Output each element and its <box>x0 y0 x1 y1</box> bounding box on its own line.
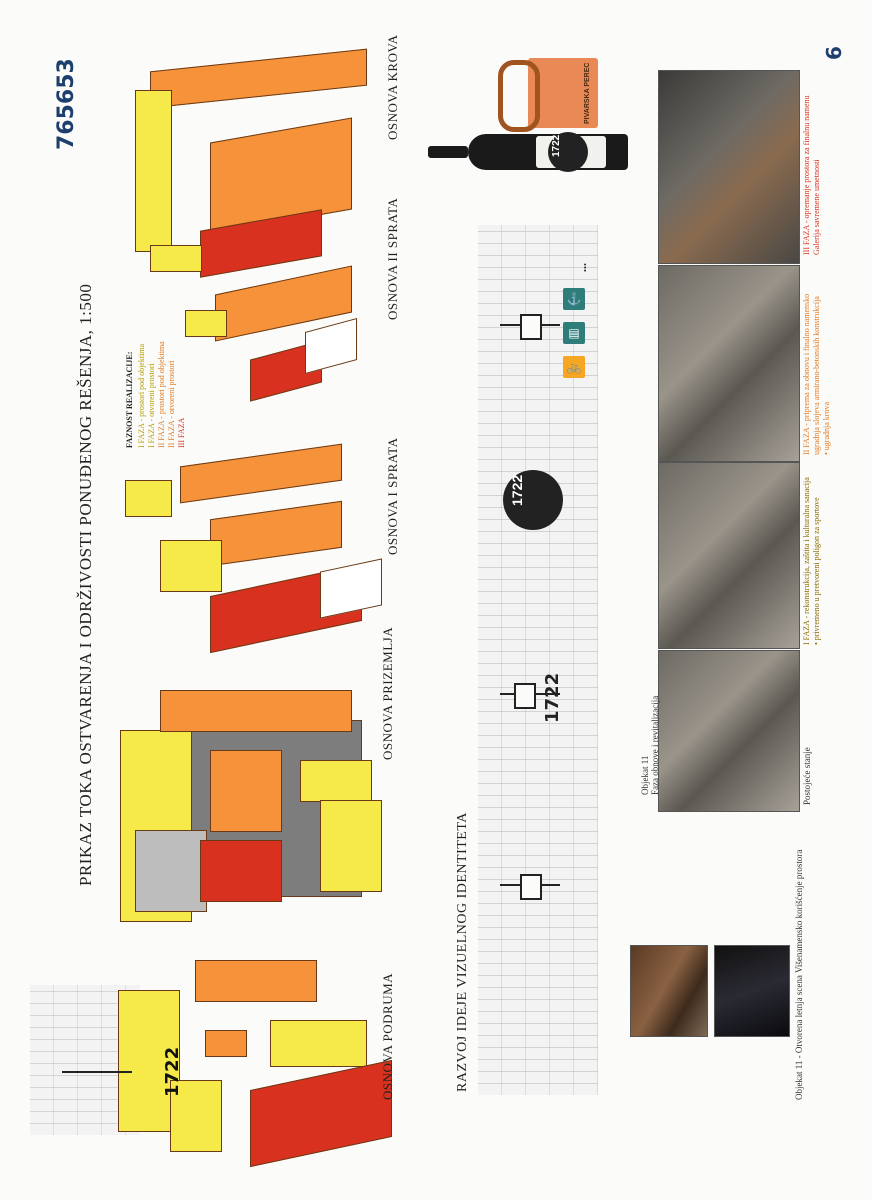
ground-north-wing <box>160 690 352 732</box>
ff-white <box>320 558 382 618</box>
caption-phase2: II FAZA - priprema za obnovu i finalno namensko ugradnja slojeva armirano-betonskih konstrukcija • ugradnja krova <box>802 293 831 455</box>
ff-mid-yellow <box>160 540 222 592</box>
sf-yellow <box>185 310 227 337</box>
caption-object-11: Objekat 11 Faza obnove i revitalizacija <box>640 695 660 795</box>
brand-logo-basement <box>62 1045 183 1100</box>
identity-logo-3 <box>500 300 560 350</box>
photo-night-projection <box>714 945 790 1037</box>
main-title: PRIKAZ TOKA OSTVARENJA I ODRŽIVOSTI PONUĐENOG REŠENJA, 1:500 <box>76 283 95 886</box>
basement-block-red <box>250 1060 392 1167</box>
ground-plan <box>120 690 390 925</box>
caption-phase3: III FAZA - opremanje prostora za finalnu namenu Galerija savremene umetnosti <box>802 95 821 255</box>
legend-item-1: I FAZA - prostori pod objektima <box>137 343 146 448</box>
ground-red-block <box>200 840 282 902</box>
caption-summer-stage: Objekat 11 - Otvorena letnja scena Višenamensko korišćenje prostora <box>794 849 804 1100</box>
basement-block-yellow-2 <box>270 1020 367 1067</box>
ff-top-orange <box>180 444 342 504</box>
identity-ellipsis: ... <box>575 263 589 272</box>
roof-north <box>150 49 367 109</box>
basement-block-orange-1 <box>195 960 317 1002</box>
project-number: 765653 <box>54 58 79 150</box>
ff-top-yellow <box>125 480 172 517</box>
ground-grey-block <box>135 830 207 912</box>
photo-summer-stage <box>630 945 708 1037</box>
first-floor-plan <box>120 437 400 660</box>
legend-item-5: III FAZA <box>177 417 186 448</box>
photo-phase1 <box>658 462 800 649</box>
pretzel-icon <box>498 60 540 132</box>
bottle-icon: ▤ <box>563 322 585 344</box>
ff-mid-orange <box>210 501 342 567</box>
product-bottle <box>428 130 628 174</box>
photo-existing <box>658 650 800 812</box>
label-basement: OSNOVA PODRUMA <box>380 972 395 1100</box>
legend-item-2: I FAZA - otvoreni prostori <box>147 363 156 448</box>
anchor-icon: ⚓ <box>563 288 585 310</box>
roof-yellow-south <box>150 245 202 272</box>
photo-phase3 <box>658 70 800 264</box>
legend-title: FAZNOST REALIZACIJE: <box>125 351 134 448</box>
label-second-floor: OSNOVA II SPRATA <box>385 197 400 320</box>
product-box-text: PIVARSKA PEREC <box>584 62 591 124</box>
legend-item-3: II FAZA - prostori pod objektima <box>157 341 166 448</box>
photo-phase2 <box>658 265 800 462</box>
caption-existing: Postojeće stanje <box>802 747 812 805</box>
second-floor-plan <box>180 270 360 410</box>
identity-logo-2-text: 1722 <box>542 672 563 723</box>
caption-phase1: I FAZA - rekonstrukcija, zaštita i kulturalna sanacija • privremeno u pretvoreni poligon za sportove <box>802 477 821 645</box>
label-roof: OSNOVA KROVA <box>385 34 400 140</box>
sf-white <box>305 318 357 374</box>
page-number: 6 <box>822 46 846 60</box>
identity-logo-1 <box>500 860 560 910</box>
roof-west <box>135 90 172 252</box>
brand-text-basement: 1722 <box>162 1046 183 1097</box>
label-ground: OSNOVA PRIZEMLJA <box>380 626 395 760</box>
identity-title: RAZVOJ IDEJE VIZUELNOG IDENTITETA <box>455 812 470 1092</box>
bottle-badge: 1722 <box>548 132 588 172</box>
basement-block-orange-2 <box>205 1030 247 1057</box>
bike-icon: 🚲 <box>563 356 585 378</box>
legend <box>125 300 185 450</box>
ground-center-block <box>210 750 282 832</box>
ground-east-yellow <box>300 760 372 802</box>
identity-badge: 1722 <box>503 470 563 530</box>
ground-south-yellow <box>320 800 382 892</box>
roof-plan <box>130 50 370 280</box>
identity-logo-2 <box>500 665 580 725</box>
label-first-floor: OSNOVA I SPRATA <box>385 437 400 555</box>
legend-item-4: II FAZA - otvoreni prostori <box>167 360 176 448</box>
